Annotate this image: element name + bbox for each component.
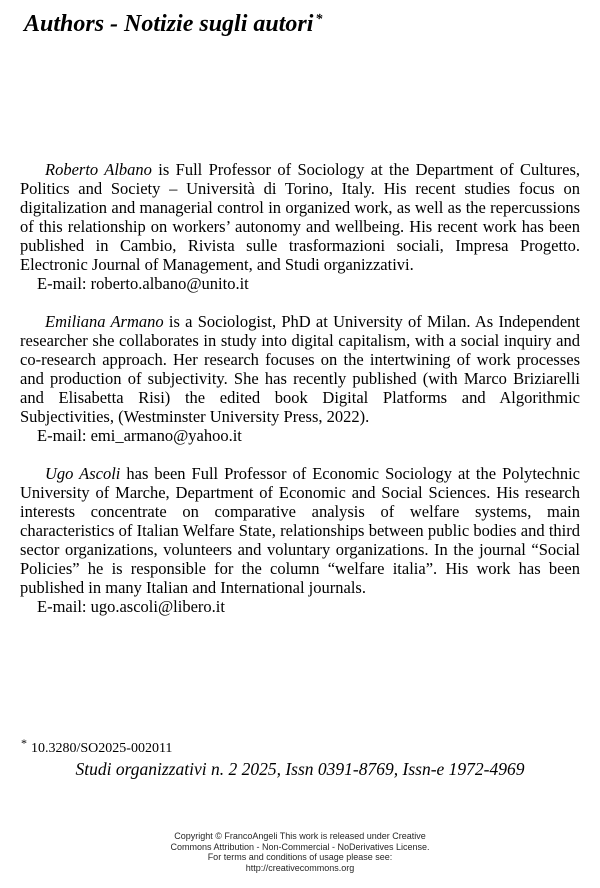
copyright-line: For terms and conditions of usage please see:	[207, 852, 393, 862]
footnote-marker: *	[21, 736, 27, 750]
author-email: E-mail: emi_armano@yahoo.it	[37, 426, 242, 445]
author-bio-block-roberto-albano	[20, 160, 580, 293]
author-email: E-mail: roberto.albano@unito.it	[37, 274, 249, 293]
page-title-text: Authors - Notizie sugli autori	[24, 11, 314, 37]
page-title	[24, 11, 322, 38]
author-bio-text: has been Full Professor of Economic Sociology at the Polytechnic University of Marche, Department of Economic and Social Sciences. His research interests concentrate on comparative analysis of welfare systems, main characteristics of Italian Welfare State, relationships between public bodies and third sector organizations, volunteers and voluntary organizations. In the journal “Social Policies” he is responsible for the column “welfare italia”. His work has been published in many Italian and International journals.	[20, 464, 580, 597]
author-email: E-mail: ugo.ascoli@libero.it	[37, 597, 225, 616]
author-name: Roberto Albano	[45, 160, 152, 179]
author-bio-text: is a Sociologist, PhD at University of Milan. As Independent researcher she collaborates in study into digital capitalism, with a social inquiry and co-research approach. Her research focuses on the intertwining of work processes and production of subjectivity. She has recently published (with Marco Briziarelli and Elisabetta Risi) the edited book Digital Platforms and Algorithmic Subjectivities, (Westminster University Press, 2022).	[20, 312, 580, 426]
copyright-line: Copyright © FrancoAngeli This work is released under Creative	[174, 831, 426, 841]
journal-issue-line: Studi organizzativi n. 2 2025, Issn 0391-8769, Issn-e 1972-4969	[75, 759, 525, 779]
doi-footnote	[21, 736, 172, 757]
author-name: Emiliana Armano	[45, 312, 164, 331]
copyright-notice	[0, 831, 600, 873]
author-bio	[20, 312, 580, 426]
author-bio-text: is Full Professor of Sociology at the Department of Cultures, Politics and Society – Università di Torino, Italy. His recent studies focus on digitalization and managerial control in organized work, as well as the repercussions of this relationship on workers’ autonomy and wellbeing. His recent work has been published in Cambio, Rivista sulle trasformazioni sociali, Impresa Progetto. Electronic Journal of Management, and Studi organizzativi.	[20, 160, 580, 274]
author-bio	[20, 464, 580, 597]
author-bio-block-emiliana-armano	[20, 312, 580, 445]
title-footnote-marker: *	[315, 12, 323, 27]
footnote-text: 10.3280/SO2025-002011	[31, 741, 173, 756]
author-bio	[20, 160, 580, 274]
copyright-line: Commons Attribution - Non-Commercial - NoDerivatives License.	[170, 841, 430, 852]
copyright-line: http://creativecommons.org	[245, 862, 355, 873]
authors-section	[20, 160, 580, 616]
author-name: Ugo Ascoli	[45, 464, 121, 483]
author-bio-block-ugo-ascoli	[20, 464, 580, 616]
